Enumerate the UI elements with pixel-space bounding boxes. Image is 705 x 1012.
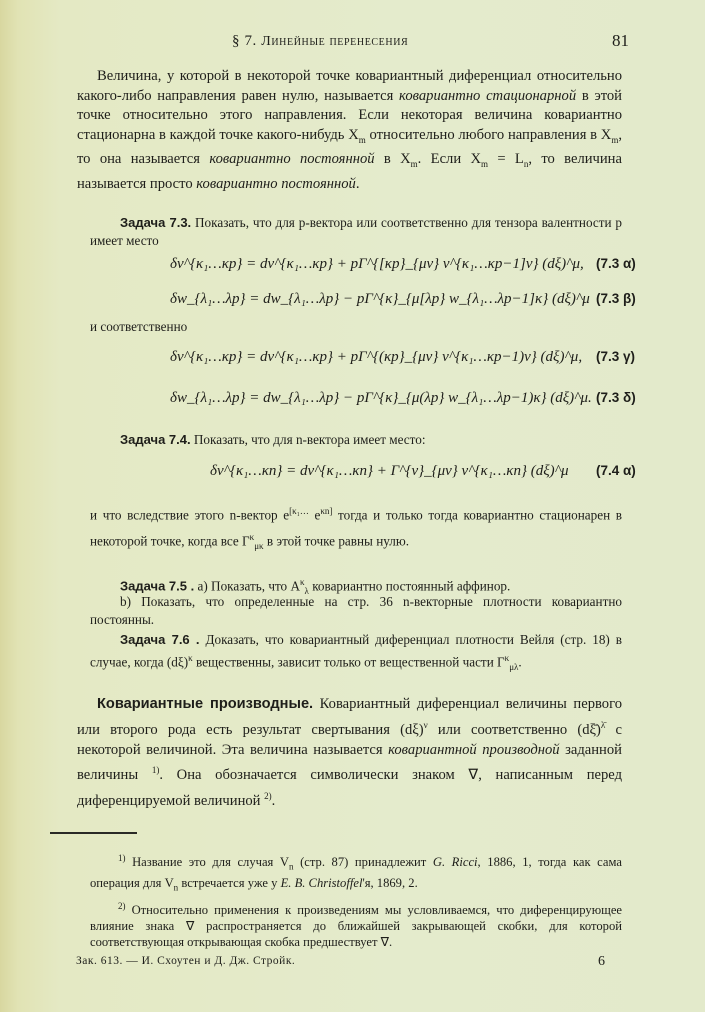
footnote-ref-1: 1)	[151, 765, 160, 776]
intro-paragraph: Величина, у которой в некоторой точке ковариантный диференциал относительно какого-либо направления равен нулю, называется ковариантно стационарной в этой точке относительно этого направления. Если некоторая величина ковариантно стационарна в каждой точке какого-нибудь $X_m$ относительно любого направления в $X_m$, то она называется ковариантно постоянной в $X_m$. Если $X_m = L_n$, то величина называется просто ковариантно постоянной.	[77, 68, 622, 192]
section-mark: § 7.	[232, 33, 257, 49]
task-7-4-followup: и что вследствие этого n-вектор $e^{[\kappa_1\dots}$ $e^{\kappa n]}$ тогда и только тогда ковариантно стационарен в некоторой точке, когда все $\Gamma^\kappa_{\mu\kappa}$ в этой точке равны нулю.	[90, 506, 623, 552]
equation-number: (7.3 γ)	[596, 349, 636, 364]
equation-number: (7.4 α)	[596, 463, 636, 478]
footnote-ref-2: 2)	[264, 790, 272, 801]
footnote-1: $^{1)}$ Название это для случая $V_n$ (стр. 87) принадлежит G. Ricci, 1886, 1, тогда как сама операция для $V_n$ встречается уже у E. B. Christoffel'я, 1869, 2.	[90, 853, 622, 893]
task-7-5: Задача 7.5 . a) Показать, что $A^\kappa_\lambda$ ковариантно постоянный аффинор.	[120, 577, 511, 597]
equation-7-3-beta: δw_{λ₁…λp} = dw_{λ₁…λp} − pΓ^{κ}_{μ[λp} w_{λ₁…λp−1]κ} (dξ)^μ (7.3 β)	[170, 291, 636, 307]
equation-number: (7.3 α)	[596, 256, 636, 271]
running-head-title	[232, 33, 408, 50]
equation-7-3-delta: δw_{λ₁…λp} = dw_{λ₁…λp} − pΓ^{κ}_{μ(λp} w_{λ₁…λp−1)κ} (dξ)^μ. (7.3 δ)	[170, 390, 636, 406]
equation-number: (7.3 β)	[596, 291, 636, 306]
task-label: Задача 7.3.	[120, 215, 192, 230]
term-constant-simple: ковариантно постоянной	[196, 175, 356, 192]
page-number: 81	[612, 31, 629, 50]
section-title: Линейные перенесения	[261, 34, 409, 49]
printer-imprint	[76, 955, 606, 967]
term-constant: ковариантно постоянной	[209, 151, 375, 168]
derivatives-paragraph: Ковариантные производные. Ковариантный диференциал величины первого или второго рода есть результат свертывания $(d\xi)^\nu$ или соответственно (dξ̄)$^{\lambdā}$ с некоторой величиной. Эта величина называется ковариантной производной заданной величины $^{1)}$. Она обозначается символически знаком ∇, написанным перед диференцируемой величиной $^{2)}$.	[77, 696, 622, 809]
term-covariant-derivative: ковариантной производной	[388, 741, 560, 758]
task-label: Задача 7.5 .	[120, 578, 195, 594]
equation-7-3-gamma: δv^{κ₁…κp} = dv^{κ₁…κp} + pΓ^{(κp}_{μν} v^{κ₁…κp−1)ν} (dξ)^μ, (7.3 γ)	[170, 349, 636, 365]
imprint-text: Зак. 613. — И. Схоутен и Д. Дж. Стройк.	[76, 955, 296, 967]
task-7-4: Задача 7.4. Показать, что для n-вектора имеет место:	[120, 432, 426, 447]
signature-mark: 6	[598, 954, 606, 969]
equation-7-4-alpha: δv^{κ₁…κn} = dv^{κ₁…κn} + Γ^{ν}_{μν} v^{κ₁…κn} (dξ)^μ (7.4 α)	[210, 463, 636, 479]
running-header	[0, 33, 705, 55]
connector-text: и соответственно	[90, 319, 188, 334]
task-label: Задача 7.6 .	[120, 632, 200, 647]
equation-number: (7.3 δ)	[596, 390, 636, 405]
footnote-divider	[50, 832, 137, 834]
task-label: Задача 7.4.	[120, 432, 191, 447]
term-stationary: ковариантно стационарной	[399, 87, 577, 104]
task-7-3: Задача 7.3. Показать, что для p-вектора или соответственно для тензора валентности p имеет место	[90, 215, 622, 248]
task-7-5-b: b) Показать, что определенные на стр. 36 n-векторные плотности ковариантно постоянны.	[90, 594, 622, 627]
equation-7-3-alpha: δv^{κ₁…κp} = dv^{κ₁…κp} + pΓ^{[κp}_{μν} v^{κ₁…κp−1]ν} (dξ)^μ, (7.3 α)	[170, 256, 636, 272]
section-heading: Ковариантные производные.	[97, 696, 314, 712]
footnote-2: $^{2)}$ Относительно применения к произведениям мы условливаемся, что диференцирующее влияние знака ∇ распространяется до ближайшей закрывающей скобки, для которой соответствующая открывающая скобка предшествует ∇.	[90, 901, 622, 950]
task-7-6: Задача 7.6 . Доказать, что ковариантный диференциал плотности Вейля (стр. 18) в случае, когда $(d\xi)^\kappa$ вещественны, зависит только от вещественной части $\Gamma^\kappa_{\mu\lambda}$.	[90, 632, 623, 673]
